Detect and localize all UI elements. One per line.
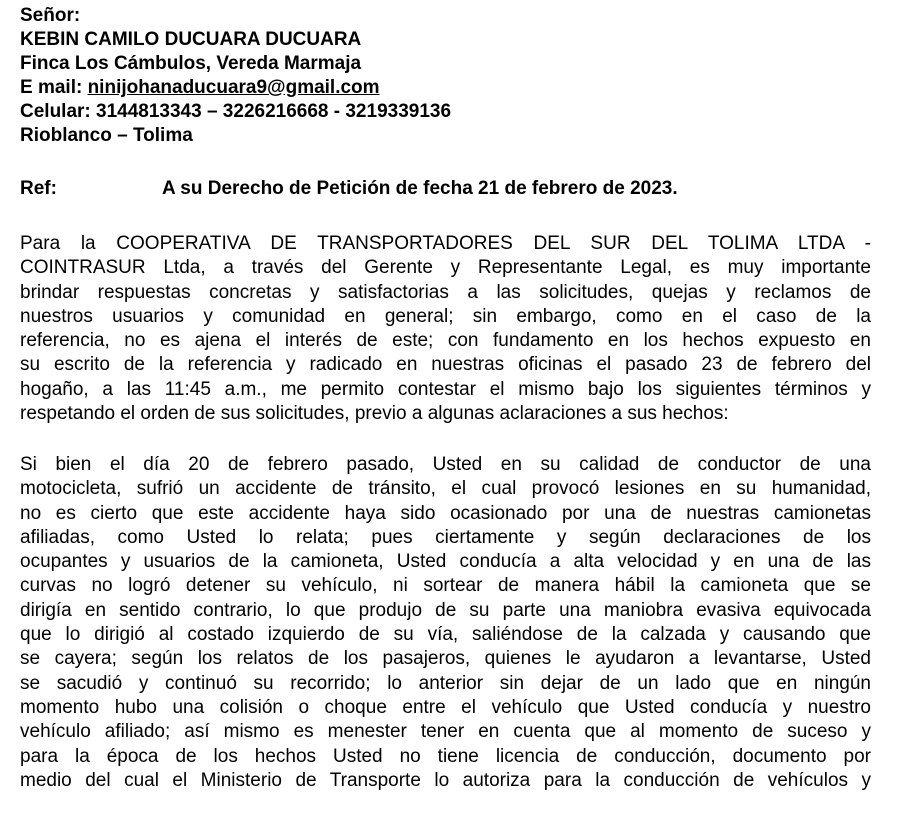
reference-text: A su Derecho de Petición de fecha 21 de febrero de 2023. [162, 178, 678, 199]
paragraph-line: afiliadas, como Usted lo relata; pues ciertamente y según declaraciones de los [20, 526, 871, 548]
recipient-name: KEBIN CAMILO DUCUARA DUCUARA [20, 29, 362, 50]
body-paragraph-1 [20, 232, 871, 426]
recipient-location: Finca Los Cámbulos, Vereda Marmaja [20, 53, 362, 74]
paragraph-line: motocicleta, sufrió un accidente de tránsito, el cual provocó lesiones en su humanidad, [20, 478, 871, 500]
recipient-phone: Celular: 3144813343 – 3226216668 - 3219339136 [20, 101, 452, 122]
reference-line [20, 177, 678, 201]
paragraph-line: Para la COOPERATIVA DE TRANSPORTADORES DEL SUR DEL TOLIMA LTDA - [20, 233, 871, 254]
paragraph-line: se cayera; según los relatos de los pasajeros, quienes le ayudaron a levantarse, Usted [20, 648, 871, 670]
paragraph-line: medio del cual el Ministerio de Transporte lo autoriza para la conducción de vehículos y [20, 769, 871, 791]
body-paragraph-2 [20, 453, 871, 793]
paragraph-line: su escrito de la referencia y radicado en nuestras oficinas el pasado 23 de febrero del [20, 354, 871, 376]
recipient-email-line [20, 76, 451, 100]
paragraph-line: nuestros usuarios y comunidad en general; sin embargo, como en el caso de la [20, 305, 871, 327]
email-label: E mail: [20, 77, 88, 98]
paragraph-line: COINTRASUR Ltda, a través del Gerente y Representante Legal, es muy importante [20, 257, 871, 279]
recipient-city: Rioblanco – Tolima [20, 125, 193, 146]
paragraph-line: ocupantes y usuarios de la camioneta, Usted conducía a alta velocidad y en una de las [20, 551, 871, 573]
reference-label: Ref: [20, 178, 57, 199]
paragraph-line: Si bien el día 20 de febrero pasado, Usted en su calidad de conductor de una [20, 454, 871, 475]
paragraph-line: curvas no logró detener su vehículo, ni sortear de manera hábil la camioneta que se [20, 575, 871, 597]
paragraph-line: respetando el orden de sus solicitudes, previo a algunas aclaraciones a sus hechos: [20, 403, 729, 425]
paragraph-line: vehículo afiliado; así mismo es menester tener en cuenta que al momento de suceso y [20, 721, 871, 743]
paragraph-line: que lo dirigió al costado izquierdo de su vía, saliéndose de la calzada y causando que [20, 624, 871, 646]
paragraph-line: brindar respuestas concretas y satisfactorias a las solicitudes, quejas y reclamos de [20, 281, 871, 303]
paragraph-line: para la época de los hechos Usted no tiene licencia de conducción, documento por [20, 745, 871, 767]
paragraph-line: no es cierto que este accidente haya sido ocasionado por una de nuestras camionetas [20, 502, 871, 524]
paragraph-line: hogaño, a las 11:45 a.m., me permito contestar el mismo bajo los siguientes términos y [20, 378, 871, 400]
paragraph-line: momento hubo una colisión o choque entre el vehículo que Usted conducía y nuestro [20, 696, 871, 718]
address-block [20, 4, 451, 148]
paragraph-line: dirigía en sentido contrario, lo que produjo de su parte una maniobra evasiva equivocada [20, 599, 871, 621]
salutation: Señor: [20, 5, 81, 26]
paragraph-line: se sacudió y continuó su recorrido; lo anterior sin dejar de un lado que en ningún [20, 672, 871, 694]
paragraph-line: referencia, no es ajena el interés de este; con fundamento en los hechos expuesto en [20, 330, 871, 352]
email-link[interactable]: ninijohanaducuara9@gmail.com [87, 77, 380, 98]
